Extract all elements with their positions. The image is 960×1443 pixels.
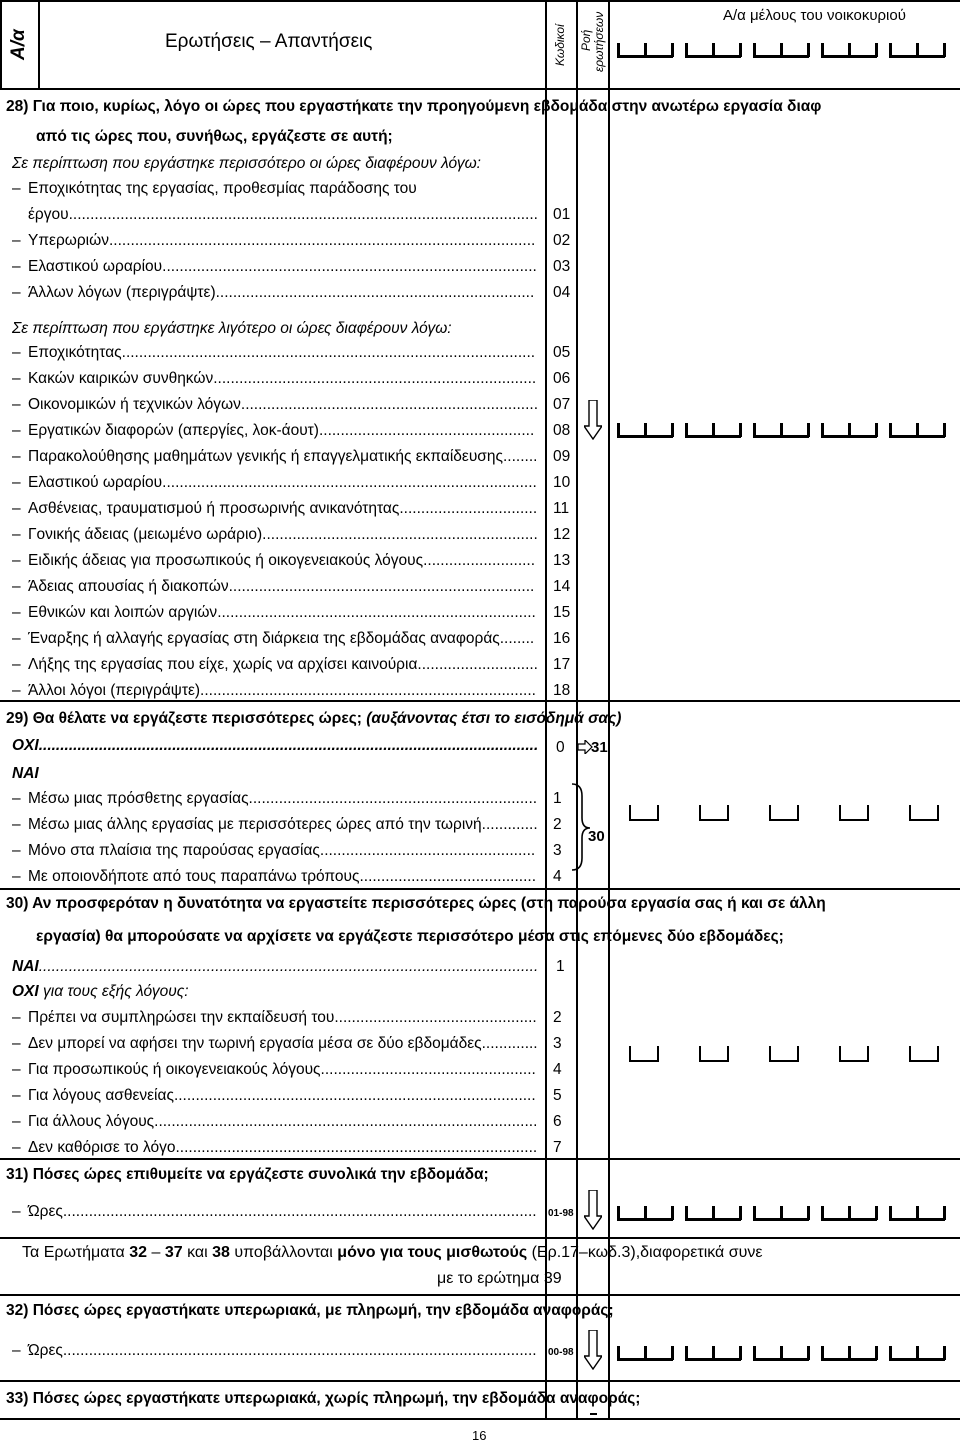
box-baseline bbox=[889, 1218, 945, 1221]
dotted-leader: .............................................................................................................. bbox=[62, 1342, 537, 1359]
note-b: 32 bbox=[129, 1244, 148, 1261]
option-dash: – bbox=[12, 1035, 21, 1052]
dotted-leader: ....................................................................... bbox=[228, 578, 535, 595]
q30-options-option bbox=[12, 1139, 537, 1157]
q32-title: 32) Πόσες ώρες εργαστήκατε υπερωριακά, με πληρωμή, την εβδομάδα αναφοράς; bbox=[6, 1302, 614, 1319]
note-f: 38 bbox=[212, 1244, 230, 1261]
answer-box[interactable] bbox=[909, 1046, 939, 1062]
q28-less-option-code: 07 bbox=[553, 396, 571, 413]
q28-less-option-code: 11 bbox=[553, 500, 570, 517]
answer-box[interactable] bbox=[909, 805, 939, 821]
q28-more-option-label: Εποχικότητας της εργασίας, προθεσμίας παράδοσης του bbox=[28, 180, 417, 197]
q29-title-text: 29) Θα θέλατε να εργάζεστε περισσότερες ώρες; bbox=[6, 710, 362, 727]
dotted-leader: .............................................................................. bbox=[200, 682, 536, 699]
q33-title: 33) Πόσες ώρες εργαστήκατε υπερωριακά, χωρίς πληρωμή, την εβδομάδα αναφοράς; bbox=[6, 1390, 641, 1407]
option-dash: – bbox=[12, 630, 21, 647]
brace-icon bbox=[570, 782, 592, 872]
q28-less-option-code: 14 bbox=[553, 578, 571, 595]
q30-options-option-label: Για άλλους λόγους bbox=[28, 1113, 155, 1130]
q29-options-option bbox=[12, 868, 536, 886]
q28-less-option-code: 09 bbox=[553, 448, 571, 465]
q29-goto: 30 bbox=[588, 828, 605, 845]
option-dash: – bbox=[12, 396, 21, 413]
note-g: υποβάλλονται bbox=[229, 1244, 338, 1261]
q28-less-intro: Σε περίπτωση που εργάστηκε λιγότερο οι ώρες διαφέρουν λόγω: bbox=[12, 320, 452, 337]
q28-less-option-label: Οικονομικών ή τεχνικών λόγων bbox=[28, 396, 241, 413]
option-dash: – bbox=[12, 448, 21, 465]
q28-less-option bbox=[12, 682, 536, 700]
option-dash: – bbox=[12, 790, 21, 807]
q28-less-option bbox=[12, 578, 534, 596]
box-baseline bbox=[685, 1358, 741, 1361]
dotted-leader: .................................................. bbox=[318, 422, 535, 439]
q29-title-note: (αυξάνοντας έτσι το εισόδημά σας) bbox=[366, 710, 622, 727]
dotted-leader: .................................................................................................................... bbox=[38, 737, 539, 754]
q28-less-option-code: 12 bbox=[553, 526, 571, 543]
q28-less-option-code: 05 bbox=[553, 344, 571, 361]
q28-less-option-code: 17 bbox=[553, 656, 571, 673]
option-dash: – bbox=[12, 868, 21, 885]
q30-options-option-code: 4 bbox=[553, 1061, 562, 1078]
note-h: μόνο για τους μισθωτούς bbox=[337, 1244, 528, 1261]
option-dash: – bbox=[12, 526, 21, 543]
dotted-leader: .................................................................................... bbox=[175, 1139, 538, 1156]
q30-yes-code: 1 bbox=[556, 958, 565, 975]
option-dash: – bbox=[12, 344, 21, 361]
q28-more-option-code: 02 bbox=[553, 232, 571, 249]
option-dash: – bbox=[12, 474, 21, 491]
q28-more-option-label: Υπερωριών bbox=[28, 232, 109, 249]
box-baseline bbox=[617, 435, 673, 438]
flow-arrow-stub bbox=[590, 1413, 597, 1415]
dotted-leader: .......................................................................... bbox=[215, 284, 535, 301]
dotted-leader: .................................................. bbox=[319, 842, 536, 859]
q28-more-option-label: Άλλων λόγων (περιγράψτε) bbox=[28, 284, 216, 301]
option-dash: – bbox=[12, 284, 21, 301]
q29-no-code: 0 bbox=[556, 739, 565, 756]
q28-less-option-label: Κακών καιρικών συνθηκών bbox=[28, 370, 214, 387]
q29-no bbox=[12, 737, 538, 755]
q30-no-suffix: για τους εξής λόγους: bbox=[43, 983, 189, 1000]
box-baseline bbox=[821, 1218, 877, 1221]
q29-options-option bbox=[12, 842, 535, 860]
option-dash: – bbox=[12, 552, 21, 569]
q28-less-option bbox=[12, 422, 534, 440]
q28-less-option-code: 15 bbox=[553, 604, 571, 621]
q28-more-option bbox=[12, 180, 417, 198]
q28-less-option bbox=[12, 500, 537, 518]
q28-less-option-code: 06 bbox=[553, 370, 571, 387]
option-dash: – bbox=[12, 422, 21, 439]
dotted-leader: ....... bbox=[507, 448, 538, 465]
box-baseline bbox=[821, 435, 877, 438]
option-dash: – bbox=[12, 816, 21, 833]
flow-arrow-down-icon bbox=[584, 1330, 602, 1370]
option-dash: – bbox=[12, 1113, 21, 1130]
q28-more-option-code: 01 bbox=[553, 206, 571, 223]
q30-no-label: ΟΧΙ bbox=[12, 983, 39, 1000]
q28-less-option-label: Ειδικής άδειας για προσωπικούς ή οικογενειακούς λόγους bbox=[28, 552, 424, 569]
dotted-leader: .............................................................................................................. bbox=[62, 1203, 537, 1220]
q28-less-option-label: Εποχικότητας bbox=[28, 344, 122, 361]
q30-yes-label: ΝΑΙ bbox=[12, 958, 39, 975]
dotted-leader: .................................................................................................................... bbox=[38, 958, 539, 975]
q28-less-option bbox=[12, 552, 535, 570]
box-baseline bbox=[617, 1358, 673, 1361]
q29-options-option-code: 4 bbox=[553, 868, 562, 885]
dotted-leader: ..................................................................... bbox=[240, 396, 539, 413]
answer-box[interactable] bbox=[769, 805, 799, 821]
dotted-leader: ............. bbox=[481, 816, 538, 833]
q28-title-1: 28) Για ποιο, κυρίως, λόγο οι ώρες που εργαστήκατε την προηγούμενη εβδομάδα στην ανωτέρω εργασία διαφ bbox=[6, 98, 822, 115]
q29-yes: ΝΑΙ bbox=[12, 765, 39, 782]
option-dash: – bbox=[12, 258, 21, 275]
q28-title-2: από τις ώρες που, συνήθως, εργάζεστε σε αυτή; bbox=[36, 128, 393, 145]
q28-less-option bbox=[12, 630, 534, 648]
option-dash: – bbox=[12, 1061, 21, 1078]
answer-box[interactable] bbox=[699, 1046, 729, 1062]
q28-less-option-label: Λήξης της εργασίας που είχε, χωρίς να αρχίσει καινούρια bbox=[28, 656, 418, 673]
q28-less-option-code: 16 bbox=[553, 630, 571, 647]
q28-less-option bbox=[12, 396, 538, 414]
box-baseline bbox=[617, 1218, 673, 1221]
q29-options-option-label: Μέσω μιας άλλης εργασίας με περισσότερες ώρες από την τωρινή bbox=[28, 816, 482, 833]
q28-less-option-label: Ελαστικού ωραρίου bbox=[28, 474, 163, 491]
q32-hours-label: Ώρες bbox=[28, 1342, 63, 1359]
box-baseline bbox=[685, 435, 741, 438]
q30-options-option bbox=[12, 1009, 537, 1027]
option-dash: – bbox=[12, 1009, 21, 1026]
box-baseline bbox=[617, 55, 673, 58]
q29-no-label: ΟΧΙ bbox=[12, 737, 39, 754]
option-dash: – bbox=[12, 604, 21, 621]
option-dash: – bbox=[12, 578, 21, 595]
q28-less-option-label: Εθνικών και λοιπών αργιών bbox=[28, 604, 218, 621]
flow-arrow-down-icon bbox=[584, 1190, 602, 1230]
q31-hours-row: – Ώρες.............................................................................................................. bbox=[12, 1203, 537, 1220]
q30-options-option-code: 2 bbox=[553, 1009, 562, 1026]
q30-title-2: εργασία) θα μπορούσατε να αρχίσετε να εργάζεστε περισσότερο μέσα στις επόμενες δύο εβδομάδες; bbox=[36, 928, 784, 945]
answer-box[interactable] bbox=[839, 1046, 869, 1062]
option-dash: – bbox=[12, 1087, 21, 1104]
q28-less-option-label: Άδειας απουσίας ή διακοπών bbox=[28, 578, 229, 595]
q28-less-option bbox=[12, 344, 535, 362]
header-flow-2: ερωτήσεων bbox=[592, 11, 606, 72]
option-dash: – bbox=[12, 656, 21, 673]
q29-options-option-label: Με οποιονδήποτε από τους παραπάνω τρόπους bbox=[28, 868, 360, 885]
dotted-leader: ............................................................................................................. bbox=[68, 206, 538, 223]
dotted-leader: ............................................... bbox=[334, 1009, 537, 1026]
box-baseline bbox=[753, 1218, 809, 1221]
q30-options-option-code: 3 bbox=[553, 1035, 562, 1052]
q30-options-option-code: 6 bbox=[553, 1113, 562, 1130]
q29-options-option bbox=[12, 816, 538, 834]
q28-less-option-label: Γονικής άδειας (μειωμένο ωράριο) bbox=[28, 526, 263, 543]
answer-box[interactable] bbox=[839, 805, 869, 821]
dotted-leader: .................................................................................... bbox=[173, 1087, 536, 1104]
header-member-aa: Α/α μέλους του νοικοκυριού bbox=[723, 7, 906, 24]
dotted-leader: ................................................................... bbox=[248, 790, 538, 807]
q28-less-option bbox=[12, 448, 537, 466]
q28-less-option bbox=[12, 656, 538, 674]
q30-options-option-code: 5 bbox=[553, 1087, 562, 1104]
q28-more-option-code: 04 bbox=[553, 284, 571, 301]
box-baseline bbox=[685, 1218, 741, 1221]
note-c: – bbox=[147, 1244, 165, 1261]
option-dash: – bbox=[12, 682, 21, 699]
q28-more-option-code: 03 bbox=[553, 258, 571, 275]
dotted-leader: .......................... bbox=[423, 552, 536, 569]
dotted-leader: ....................................................................................... bbox=[162, 474, 537, 491]
q28-more-option bbox=[12, 258, 537, 276]
dotted-leader: ............. bbox=[481, 1035, 538, 1052]
note-a: Τα Ερωτήματα bbox=[22, 1244, 130, 1261]
q29-no-goto: 31 bbox=[591, 739, 608, 756]
q28-more-option-label: Ελαστικού ωραρίου bbox=[28, 258, 163, 275]
q30-options-option-label: Δεν μπορεί να αφήσει την τωρινή εργασία μέσα σε δύο εβδομάδες bbox=[28, 1035, 482, 1052]
q28-less-option-code: 10 bbox=[553, 474, 571, 491]
q30-options-option-label: Δεν καθόρισε το λόγο bbox=[28, 1139, 176, 1156]
q28-less-option bbox=[12, 474, 537, 492]
q30-options-option-label: Για λόγους ασθενείας bbox=[28, 1087, 174, 1104]
q30-options-option bbox=[12, 1035, 538, 1053]
box-baseline bbox=[889, 435, 945, 438]
q30-yes bbox=[12, 958, 538, 976]
option-dash: – bbox=[12, 232, 21, 249]
dotted-leader: ................................................................................................... bbox=[108, 232, 536, 249]
dotted-leader: ....................................................................................... bbox=[162, 258, 537, 275]
option-dash: – bbox=[12, 1139, 21, 1156]
q30-options-option-code: 7 bbox=[553, 1139, 562, 1156]
q30-options-option-label: Για προσωπικούς ή οικογενειακούς λόγους bbox=[28, 1061, 321, 1078]
q32-range: 00-98 bbox=[548, 1347, 574, 1358]
box-baseline bbox=[753, 55, 809, 58]
q29-options-option-label: Μέσω μιας πρόσθετης εργασίας bbox=[28, 790, 249, 807]
q28-less-option-label: Άλλοι λόγοι (περιγράψτε) bbox=[28, 682, 201, 699]
option-dash: – bbox=[12, 500, 21, 517]
header-aa-text: Α/α bbox=[8, 29, 29, 60]
q30-no bbox=[12, 983, 189, 1001]
q28-less-option-label: Ασθένειας, τραυματισμού ή προσωρινής ανικανότητας bbox=[28, 500, 400, 517]
note-e: και bbox=[182, 1244, 213, 1261]
note-i: (Ερ.17–κωδ.3),διαφορετικά συνε bbox=[527, 1244, 763, 1261]
q28-more-option bbox=[12, 284, 534, 302]
box-baseline bbox=[889, 55, 945, 58]
q28-less-option-code: 08 bbox=[553, 422, 571, 439]
q28-more-option bbox=[12, 206, 538, 224]
q31-title: 31) Πόσες ώρες επιθυμείτε να εργάζεστε συνολικά την εβδομάδα; bbox=[6, 1166, 489, 1183]
page-number: 16 bbox=[472, 1428, 487, 1443]
q29-options-option bbox=[12, 790, 537, 808]
q28-less-option-code: 18 bbox=[553, 682, 571, 699]
q29-options-option-code: 2 bbox=[553, 816, 562, 833]
q32-hours-row: – Ώρες.............................................................................................................. bbox=[12, 1342, 537, 1359]
q30-title-1: 30) Αν προσφερόταν η δυνατότητα να εργαστείτε περισσότερες ώρες (στη παρούσα εργασία σας ή και σε άλλη bbox=[6, 895, 826, 912]
flow-arrow-down-icon bbox=[584, 400, 602, 440]
box-baseline bbox=[685, 55, 741, 58]
q29-title bbox=[6, 710, 621, 728]
q28-less-option-code: 13 bbox=[553, 552, 571, 569]
option-dash: – bbox=[12, 842, 21, 859]
q30-options-option bbox=[12, 1061, 536, 1079]
dotted-leader: ........ bbox=[499, 630, 535, 647]
dotted-leader: ......................................................................................... bbox=[154, 1113, 538, 1130]
q28-more-option-label: έργου bbox=[28, 206, 69, 223]
note-d: 37 bbox=[164, 1244, 183, 1261]
q29-options-option-code: 1 bbox=[553, 790, 562, 807]
dotted-leader: ........................................................................... bbox=[213, 370, 537, 387]
q28-less-option bbox=[12, 604, 536, 622]
q28-less-option bbox=[12, 370, 536, 388]
q28-more-option bbox=[12, 232, 535, 250]
q28-more-intro: Σε περίπτωση που εργάστηκε περισσότερο οι ώρες διαφέρουν λόγω: bbox=[12, 155, 481, 172]
q28-less-option-label: Παρακολούθησης μαθημάτων γενικής ή επαγγελματικής εκπαίδευσης. bbox=[28, 448, 508, 465]
dotted-leader: .......................................................................... bbox=[217, 604, 536, 621]
header-codes: Κωδικοί bbox=[553, 24, 567, 66]
dotted-leader: ................................................................ bbox=[262, 526, 538, 543]
header-aa bbox=[8, 29, 30, 60]
note-line-2: με το ερώτημα 39 bbox=[437, 1270, 562, 1287]
box-baseline bbox=[753, 1358, 809, 1361]
q30-options-option bbox=[12, 1113, 537, 1131]
answer-box[interactable] bbox=[699, 805, 729, 821]
dotted-leader: .................................................. bbox=[320, 1061, 536, 1078]
q31-range: 01-98 bbox=[548, 1208, 574, 1219]
option-dash: – bbox=[12, 180, 21, 197]
q29-options-option-code: 3 bbox=[553, 842, 562, 859]
option-dash: – bbox=[12, 370, 21, 387]
answer-box[interactable] bbox=[769, 1046, 799, 1062]
header-title: Ερωτήσεις – Απαντήσεις bbox=[165, 31, 373, 52]
answer-box[interactable] bbox=[629, 1046, 659, 1062]
dotted-leader: ................................ bbox=[399, 500, 538, 517]
box-baseline bbox=[821, 55, 877, 58]
dotted-leader: ............................ bbox=[417, 656, 538, 673]
q28-less-option-label: Εργατικών διαφορών (απεργίες, λοκ-άουτ) bbox=[28, 422, 319, 439]
q29-options-option-label: Μόνο στα πλαίσια της παρούσας εργασίας bbox=[28, 842, 320, 859]
dotted-leader: ......................................... bbox=[359, 868, 537, 885]
header-flow-1: Ροή bbox=[579, 29, 593, 51]
box-baseline bbox=[821, 1358, 877, 1361]
q30-options-option bbox=[12, 1087, 536, 1105]
q28-less-option-label: Έναρξης ή αλλαγής εργασίας στη διάρκεια της εβδομάδας αναφοράς bbox=[28, 630, 500, 647]
note-line-1 bbox=[22, 1244, 763, 1262]
answer-box[interactable] bbox=[629, 805, 659, 821]
dotted-leader: ................................................................................................ bbox=[121, 344, 536, 361]
box-baseline bbox=[753, 435, 809, 438]
q30-options-option-label: Πρέπει να συμπληρώσει την εκπαίδευσή του bbox=[28, 1009, 335, 1026]
q28-less-option bbox=[12, 526, 538, 544]
box-baseline bbox=[889, 1358, 945, 1361]
q31-hours-label: Ώρες bbox=[28, 1203, 63, 1220]
